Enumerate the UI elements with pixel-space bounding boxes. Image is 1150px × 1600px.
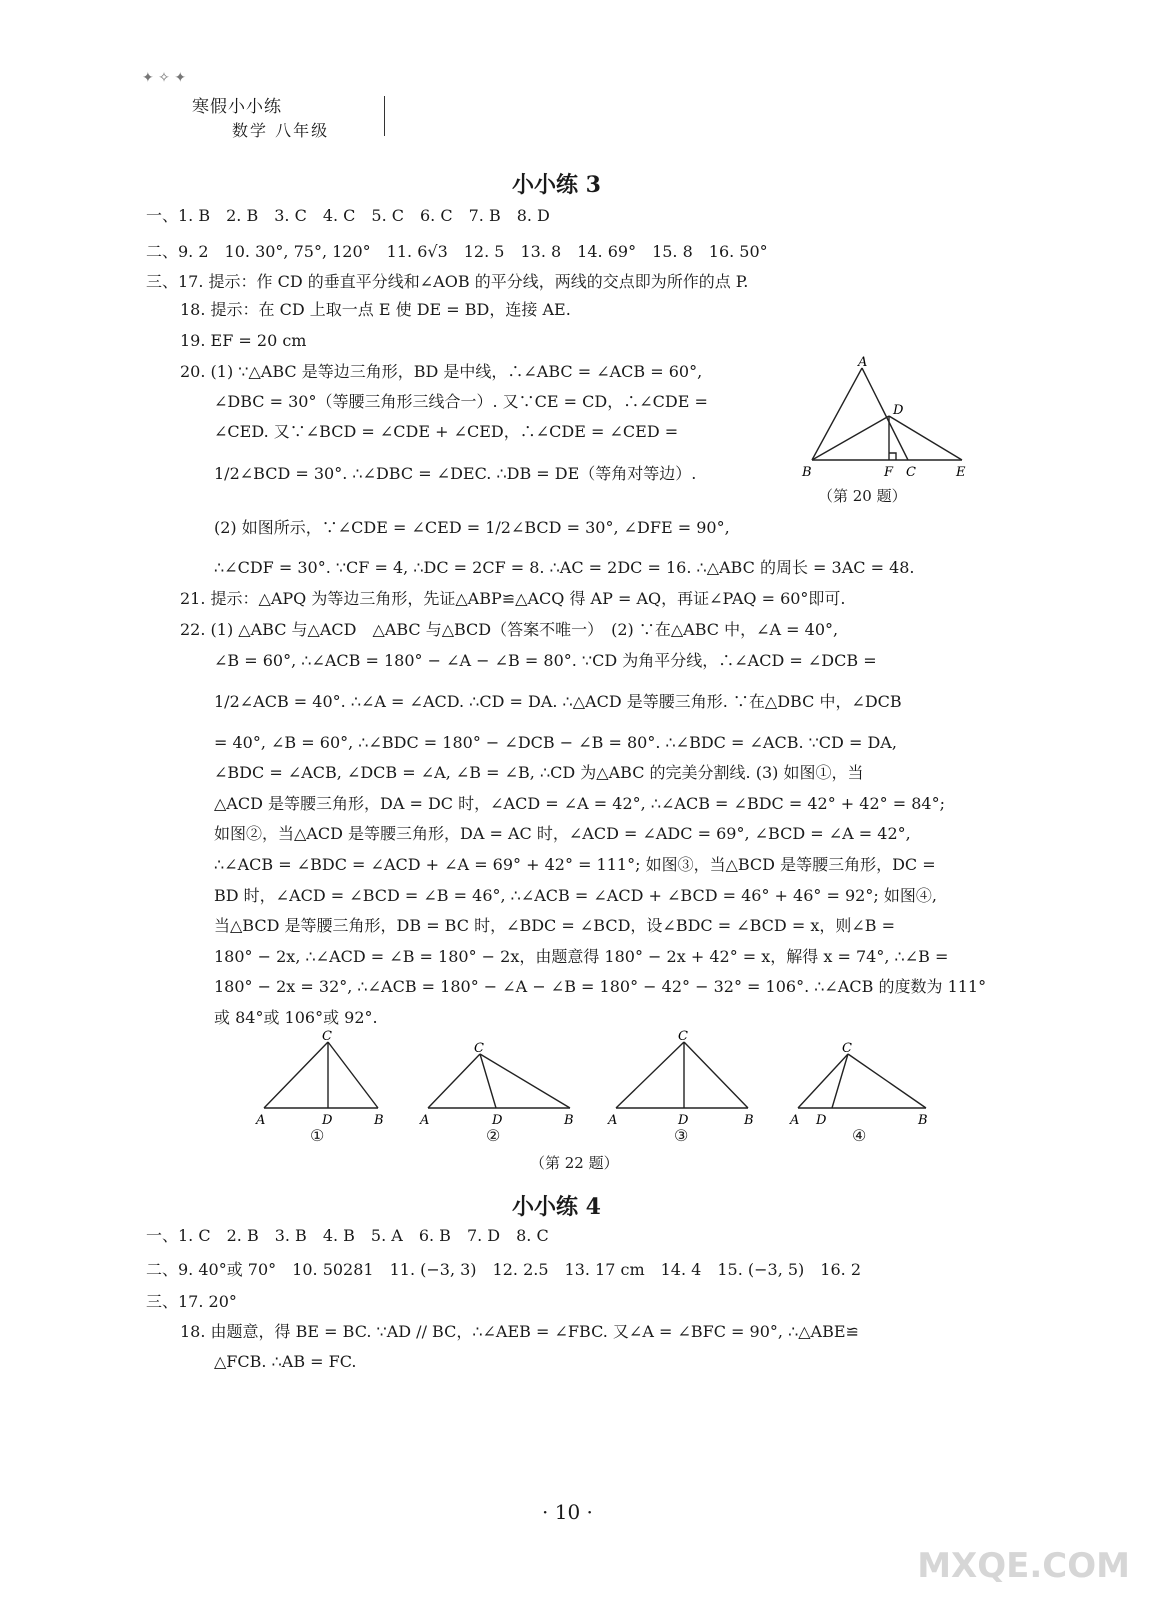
answer-line: △ACD 是等腰三角形，DA = DC 时，∠ACD = ∠A = 42°, ∴∠ACB = ∠BDC = 42° + 42° = 84°; <box>214 794 945 813</box>
figure-20-caption: （第 20 题） <box>818 487 907 505</box>
answer-line: ∴∠CDF = 30°. ∵CF = 4, ∴DC = 2CF = 8. ∴AC = 2DC = 16. ∴△ABC 的周长 = 3AC = 48. <box>214 558 915 577</box>
answer-line: ∠B = 60°, ∴∠ACB = 180° − ∠A − ∠B = 80°. ∵CD 为角平分线，∴∠ACD = ∠DCB = <box>214 651 877 670</box>
answer-line: 18. 由题意，得 BE = BC. ∵AD // BC，∴∠AEB = ∠FBC. 又∠A = ∠BFC = 90°, ∴△ABE≌ <box>180 1322 859 1341</box>
answer-line: BD 时，∠ACD = ∠BCD = ∠B = 46°, ∴∠ACB = ∠ACD + ∠BCD = 46° + 46° = 92°; 如图④, <box>214 886 937 905</box>
header-brand: 寒假小小练 <box>192 97 282 117</box>
fig22-2-label-a: A <box>420 1113 430 1128</box>
fig22-1-label-a: A <box>256 1113 266 1128</box>
answer-line: 三、17. 20° <box>146 1292 237 1311</box>
fig22-2-marker: ② <box>486 1126 501 1145</box>
fig22-2-label-b: B <box>564 1113 574 1128</box>
answer-line: ∠CED. 又∵∠BCD = ∠CDE + ∠CED，∴∠CDE = ∠CED = <box>214 422 679 441</box>
fig22-4-label-a: A <box>790 1113 800 1128</box>
fig22-4-label-d: D <box>816 1113 827 1128</box>
header-decoration: ✦ ✧ ✦ <box>142 70 187 86</box>
fig22-1-label-c: C <box>322 1030 332 1044</box>
answer-line: 一、1. B 2. B 3. C 4. C 5. C 6. C 7. B 8. D <box>146 206 550 225</box>
header-divider <box>384 96 385 136</box>
answer-line: 1/2∠BCD = 30°. ∴∠DBC = ∠DEC. ∴DB = DE（等角对等边）. <box>214 464 697 483</box>
fig22-3-label-b: B <box>744 1113 754 1128</box>
fig22-4-label-c: C <box>842 1041 852 1056</box>
answer-line: 或 84°或 106°或 92°. <box>214 1008 378 1027</box>
answer-line: ∠BDC = ∠ACB, ∠DCB = ∠A, ∠B = ∠B, ∴CD 为△ABC 的完美分割线. (3) 如图①，当 <box>214 763 864 782</box>
fig22-3-label-d: D <box>678 1113 689 1128</box>
fig20-label-a: A <box>858 356 868 370</box>
answer-line: ∠DBC = 30°（等腰三角形三线合一）. 又∵CE = CD，∴∠CDE = <box>214 392 708 411</box>
fig22-4-marker: ④ <box>852 1126 867 1145</box>
fig20-label-b: B <box>802 465 812 480</box>
watermark-logo: MXQE.COM <box>917 1546 1130 1586</box>
answer-line: △FCB. ∴AB = FC. <box>214 1352 357 1371</box>
section-title-4: 小小练 4 <box>512 1194 601 1220</box>
answer-line: 一、1. C 2. B 3. B 4. B 5. A 6. B 7. D 8. C <box>146 1226 549 1245</box>
fig20-label-c: C <box>906 465 916 480</box>
answer-line: 二、9. 40°或 70° 10. 50281 11. (−3, 3) 12. 2.5 13. 17 cm 14. 4 15. (−3, 5) 16. 2 <box>146 1260 862 1279</box>
fig22-1-marker: ① <box>310 1126 325 1145</box>
answer-line: = 40°, ∠B = 60°, ∴∠BDC = 180° − ∠DCB − ∠B = 80°. ∴∠BDC = ∠ACB. ∵CD = DA, <box>214 733 897 752</box>
header-subtitle: 数学 八年级 <box>232 121 330 140</box>
answer-line: ∴∠ACB = ∠BDC = ∠ACD + ∠A = 69° + 42° = 111°; 如图③，当△BCD 是等腰三角形，DC = <box>214 855 936 874</box>
fig22-2-label-c: C <box>474 1041 484 1056</box>
answer-line: 19. EF = 20 cm <box>180 331 307 350</box>
fig20-label-e: E <box>956 465 966 480</box>
answer-line: 21. 提示：△APQ 为等边三角形，先证△ABP≌△ACQ 得 AP = AQ，再证∠PAQ = 60°即可. <box>180 589 846 608</box>
answer-line: 180° − 2x, ∴∠ACD = ∠B = 180° − 2x，由题意得 180° − 2x + 42° = x，解得 x = 74°, ∴∠B = <box>214 947 949 966</box>
figure-22-panel-2 <box>416 1040 581 1135</box>
fig22-3-marker: ③ <box>674 1126 689 1145</box>
answer-line: 如图②，当△ACD 是等腰三角形，DA = AC 时，∠ACD = ∠ADC = 69°, ∠BCD = ∠A = 42°, <box>214 824 911 843</box>
answer-line: 三、17. 提示：作 CD 的垂直平分线和∠AOB 的平分线，两线的交点即为所作的点 P. <box>146 272 749 291</box>
figure-22-panel-4 <box>786 1040 936 1135</box>
fig22-4-label-b: B <box>918 1113 928 1128</box>
answer-line: (2) 如图所示，∵∠CDE = ∠CED = 1/2∠BCD = 30°, ∠DFE = 90°, <box>214 518 730 537</box>
answer-line: 二、9. 2 10. 30°, 75°, 120° 11. 6√3 12. 5 13. 8 14. 69° 15. 8 16. 50° <box>146 242 768 261</box>
answer-line: 20. (1) ∵△ABC 是等边三角形，BD 是中线，∴∠ABC = ∠ACB = 60°, <box>180 362 703 381</box>
answer-line: 18. 提示：在 CD 上取一点 E 使 DE = BD，连接 AE. <box>180 300 571 319</box>
fig20-label-d: D <box>893 403 904 418</box>
fig22-1-label-b: B <box>374 1113 384 1128</box>
fig20-label-f: F <box>884 465 894 480</box>
answer-line: 1/2∠ACB = 40°. ∴∠A = ∠ACD. ∴CD = DA. ∴△ACD 是等腰三角形. ∵在△DBC 中，∠DCB <box>214 692 902 711</box>
fig22-3-label-c: C <box>678 1030 688 1044</box>
figure-20-diagram <box>800 356 980 486</box>
figure-22-panel-1 <box>252 1030 392 1135</box>
section-title-3: 小小练 3 <box>512 172 601 198</box>
figure-22-caption: （第 22 题） <box>530 1154 619 1172</box>
answer-line: 当△BCD 是等腰三角形，DB = BC 时，∠BDC = ∠BCD，设∠BDC = ∠BCD = x，则∠B = <box>214 916 896 935</box>
answer-line: 22. (1) △ABC 与△ACD △ABC 与△BCD（答案不唯一） (2) ∵在△ABC 中，∠A = 40°, <box>180 620 839 639</box>
fig22-2-label-d: D <box>492 1113 503 1128</box>
page-number: · 10 · <box>542 1500 593 1524</box>
figure-22-panel-3 <box>604 1030 759 1135</box>
answer-line: 180° − 2x = 32°, ∴∠ACB = 180° − ∠A − ∠B = 180° − 42° − 32° = 106°. ∴∠ACB 的度数为 111° <box>214 977 987 996</box>
fig22-1-label-d: D <box>322 1113 333 1128</box>
fig22-3-label-a: A <box>608 1113 618 1128</box>
